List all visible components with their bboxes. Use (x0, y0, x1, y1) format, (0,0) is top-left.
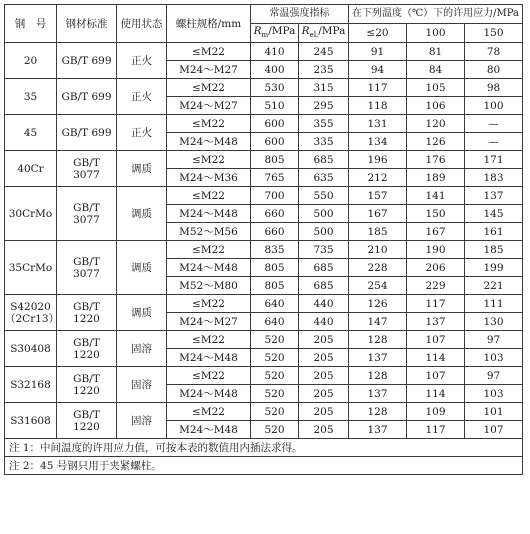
tensile-strength: 400 (251, 61, 299, 79)
stress-20: 117 (349, 79, 407, 97)
steel-grade-cell (5, 331, 57, 367)
stress-150: 101 (465, 403, 523, 421)
rm-subscript: m (261, 31, 269, 40)
stress-150: 111 (465, 295, 523, 313)
stress-20: 212 (349, 169, 407, 187)
service-state: 正火 (117, 79, 167, 115)
standard-cell (57, 151, 117, 187)
standard-code: GB/T 699 (61, 126, 112, 139)
tensile-strength: 805 (251, 277, 299, 295)
header-allowable-stress: 在下列温度（℃）下的许用应力/MPa (349, 5, 523, 24)
bolt-spec: M24～M36 (167, 169, 251, 187)
stress-100: 206 (407, 259, 465, 277)
yield-strength: 355 (299, 115, 349, 133)
service-state: 正火 (117, 115, 167, 151)
stress-150: 107 (465, 421, 523, 439)
bolt-spec: ≤M22 (167, 79, 251, 97)
stress-100: 84 (407, 61, 465, 79)
yield-strength: 550 (299, 187, 349, 205)
service-state: 固溶 (117, 331, 167, 367)
stress-100: 105 (407, 79, 465, 97)
stress-20: 128 (349, 367, 407, 385)
bolt-spec: ≤M22 (167, 43, 251, 61)
stress-20: 126 (349, 295, 407, 313)
table-row (5, 151, 523, 169)
tensile-strength: 805 (251, 151, 299, 169)
stress-20: 167 (349, 205, 407, 223)
standard-cell (57, 79, 117, 115)
stress-150: 98 (465, 79, 523, 97)
header-steel-no: 钢 号 (5, 5, 57, 43)
tensile-strength: 640 (251, 313, 299, 331)
bolt-spec: ≤M22 (167, 295, 251, 313)
steel-grade-cell (5, 295, 60, 331)
tensile-strength: 765 (251, 169, 299, 187)
tensile-strength: 660 (251, 223, 299, 241)
bolt-spec: M24～M27 (167, 97, 251, 115)
bolt-spec: M24～M48 (167, 349, 251, 367)
standard-cell (57, 43, 117, 79)
stress-150: 97 (465, 331, 523, 349)
header-rm (251, 24, 299, 43)
stress-20: 118 (349, 97, 407, 115)
stress-150: — (465, 133, 523, 151)
page (4, 4, 522, 475)
tensile-strength: 530 (251, 79, 299, 97)
note-1: 注 1：中间温度的许用应力值，可按本表的数值用内插法求得。 (5, 439, 523, 457)
standard-cell (57, 187, 117, 241)
header-temp-20: ≤20 (349, 24, 407, 43)
yield-strength: 635 (299, 169, 349, 187)
rm-unit: /MPa (268, 24, 296, 37)
table-row (5, 367, 523, 385)
stress-20: 210 (349, 241, 407, 259)
stress-100: 81 (407, 43, 465, 61)
yield-strength: 500 (299, 223, 349, 241)
stress-100: 117 (407, 295, 465, 313)
steel-grade-cell (5, 115, 57, 151)
standard-code: GB/T 699 (61, 90, 112, 103)
stress-100: 114 (407, 349, 465, 367)
yield-strength: 205 (299, 385, 349, 403)
yield-strength: 685 (299, 259, 349, 277)
yield-strength: 205 (299, 331, 349, 349)
stress-100: 150 (407, 205, 465, 223)
table-row (5, 331, 523, 349)
yield-strength: 315 (299, 79, 349, 97)
stress-20: 128 (349, 331, 407, 349)
bolt-spec: ≤M22 (167, 115, 251, 133)
bolt-spec: ≤M22 (167, 241, 251, 259)
stress-20: 91 (349, 43, 407, 61)
standard-code: GB/T (73, 408, 100, 421)
steel-grade: 35 (23, 90, 38, 103)
steel-grade-cell (5, 187, 57, 241)
standard-number: 1220 (73, 312, 100, 325)
tensile-strength: 600 (251, 115, 299, 133)
steel-grade-cell (5, 43, 57, 79)
steel-grade: S31608 (10, 414, 51, 427)
yield-strength: 205 (299, 421, 349, 439)
header-temp-100: 100 (407, 24, 465, 43)
service-state: 调质 (117, 295, 167, 331)
yield-strength: 685 (299, 277, 349, 295)
stress-150: 100 (465, 97, 523, 115)
stress-150: 80 (465, 61, 523, 79)
stress-20: 137 (349, 349, 407, 367)
stress-20: 94 (349, 61, 407, 79)
service-state: 固溶 (117, 367, 167, 403)
yield-strength: 205 (299, 403, 349, 421)
bolt-spec: ≤M22 (167, 403, 251, 421)
steel-grade: 20 (23, 54, 38, 67)
yield-strength: 500 (299, 205, 349, 223)
header-state: 使用状态 (117, 5, 167, 43)
steel-grade-cell (5, 403, 57, 439)
stress-150: 130 (465, 313, 523, 331)
standard-cell (57, 367, 117, 403)
service-state: 调质 (117, 187, 167, 241)
yield-strength: 685 (299, 151, 349, 169)
stress-20: 157 (349, 187, 407, 205)
steel-grade: S32168 (10, 378, 51, 391)
tensile-strength: 805 (251, 259, 299, 277)
standard-code: GB/T (73, 156, 100, 169)
stress-150: 97 (465, 367, 523, 385)
standard-number: 3077 (73, 267, 100, 280)
stress-20: 185 (349, 223, 407, 241)
standard-number: 1220 (73, 348, 100, 361)
bolt-spec: ≤M22 (167, 151, 251, 169)
bolt-spec: M24～M48 (167, 259, 251, 277)
table-row (5, 79, 523, 97)
stress-100: 189 (407, 169, 465, 187)
tensile-strength: 520 (251, 349, 299, 367)
allowable-stress-table (4, 4, 523, 475)
stress-100: 137 (407, 313, 465, 331)
header-standard: 钢材标准 (57, 5, 117, 43)
standard-number: 3077 (73, 213, 100, 226)
yield-strength: 235 (299, 61, 349, 79)
stress-150: 103 (465, 385, 523, 403)
stress-20: 147 (349, 313, 407, 331)
standard-code: GB/T (73, 336, 100, 349)
standard-code: GB/T (73, 201, 100, 214)
header-spec: 螺柱规格/mm (167, 5, 251, 43)
stress-150: — (465, 115, 523, 133)
steel-grade-alias: （2Cr13） (5, 312, 60, 325)
tensile-strength: 510 (251, 97, 299, 115)
header-rel (299, 24, 349, 43)
steel-grade-cell (5, 151, 57, 187)
stress-100: 190 (407, 241, 465, 259)
header-room-temp-strength: 常温强度指标 (251, 5, 349, 24)
steel-grade: S42020 (10, 300, 51, 313)
bolt-spec: M24～M48 (167, 205, 251, 223)
table-row (5, 115, 523, 133)
standard-cell (57, 115, 117, 151)
yield-strength: 440 (299, 295, 349, 313)
stress-100: 106 (407, 97, 465, 115)
rel-unit: /MPa (318, 24, 346, 37)
tensile-strength: 660 (251, 205, 299, 223)
stress-20: 228 (349, 259, 407, 277)
yield-strength: 205 (299, 349, 349, 367)
service-state: 调质 (117, 241, 167, 295)
standard-code: GB/T (73, 255, 100, 268)
yield-strength: 245 (299, 43, 349, 61)
standard-cell (57, 331, 117, 367)
table-body (5, 43, 523, 439)
stress-150: 171 (465, 151, 523, 169)
stress-100: 107 (407, 367, 465, 385)
bolt-spec: ≤M22 (167, 187, 251, 205)
table-row (5, 187, 523, 205)
standard-cell (57, 295, 117, 331)
service-state: 调质 (117, 151, 167, 187)
stress-20: 134 (349, 133, 407, 151)
rel-subscript: eL (309, 31, 319, 40)
stress-20: 137 (349, 385, 407, 403)
standard-cell (57, 403, 117, 439)
tensile-strength: 835 (251, 241, 299, 259)
standard-cell (57, 241, 117, 295)
tensile-strength: 520 (251, 421, 299, 439)
stress-100: 176 (407, 151, 465, 169)
standard-code: GB/T (73, 372, 100, 385)
tensile-strength: 520 (251, 403, 299, 421)
standard-code: GB/T (73, 300, 100, 313)
stress-100: 109 (407, 403, 465, 421)
stress-100: 107 (407, 331, 465, 349)
stress-20: 254 (349, 277, 407, 295)
stress-20: 196 (349, 151, 407, 169)
stress-150: 221 (465, 277, 523, 295)
yield-strength: 335 (299, 133, 349, 151)
steel-grade: 45 (23, 126, 38, 139)
bolt-spec: M52～M80 (167, 277, 251, 295)
steel-grade: 40Cr (17, 162, 44, 175)
bolt-spec: M24～M27 (167, 61, 251, 79)
stress-150: 78 (465, 43, 523, 61)
steel-grade-cell (5, 79, 57, 115)
bolt-spec: ≤M22 (167, 331, 251, 349)
tensile-strength: 520 (251, 331, 299, 349)
bolt-spec: ≤M22 (167, 367, 251, 385)
stress-100: 167 (407, 223, 465, 241)
tensile-strength: 600 (251, 133, 299, 151)
rel-symbol: R (301, 24, 310, 37)
yield-strength: 295 (299, 97, 349, 115)
standard-number: 3077 (73, 168, 100, 181)
steel-grade-cell (5, 367, 57, 403)
yield-strength: 735 (299, 241, 349, 259)
note-2: 注 2：45 号钢只用于夹紧螺柱。 (5, 457, 523, 475)
stress-150: 145 (465, 205, 523, 223)
stress-150: 137 (465, 187, 523, 205)
stress-20: 137 (349, 421, 407, 439)
stress-150: 183 (465, 169, 523, 187)
bolt-spec: M52～M56 (167, 223, 251, 241)
header-temp-150: 150 (465, 24, 523, 43)
stress-150: 103 (465, 349, 523, 367)
standard-code: GB/T 699 (61, 54, 112, 67)
table-row (5, 43, 523, 61)
tensile-strength: 520 (251, 367, 299, 385)
standard-number: 1220 (73, 384, 100, 397)
stress-20: 131 (349, 115, 407, 133)
stress-100: 120 (407, 115, 465, 133)
tensile-strength: 700 (251, 187, 299, 205)
stress-150: 161 (465, 223, 523, 241)
bolt-spec: M24～M27 (167, 313, 251, 331)
bolt-spec: M24～M48 (167, 133, 251, 151)
tensile-strength: 410 (251, 43, 299, 61)
steel-grade: 35CrMo (8, 261, 53, 274)
stress-100: 229 (407, 277, 465, 295)
steel-grade-cell (5, 241, 57, 295)
service-state: 固溶 (117, 403, 167, 439)
table-row (5, 241, 523, 259)
stress-100: 114 (407, 385, 465, 403)
yield-strength: 205 (299, 367, 349, 385)
stress-100: 126 (407, 133, 465, 151)
stress-100: 141 (407, 187, 465, 205)
steel-grade: S30408 (10, 342, 51, 355)
steel-grade: 30CrMo (8, 207, 53, 220)
bolt-spec: M24～M48 (167, 385, 251, 403)
stress-150: 199 (465, 259, 523, 277)
tensile-strength: 520 (251, 385, 299, 403)
table-row (5, 403, 523, 421)
stress-150: 185 (465, 241, 523, 259)
yield-strength: 440 (299, 313, 349, 331)
tensile-strength: 640 (251, 295, 299, 313)
rm-symbol: R (253, 24, 262, 37)
table-row (5, 295, 523, 313)
standard-number: 1220 (73, 420, 100, 433)
bolt-spec: M24～M48 (167, 421, 251, 439)
stress-100: 117 (407, 421, 465, 439)
service-state: 正火 (117, 43, 167, 79)
stress-20: 128 (349, 403, 407, 421)
